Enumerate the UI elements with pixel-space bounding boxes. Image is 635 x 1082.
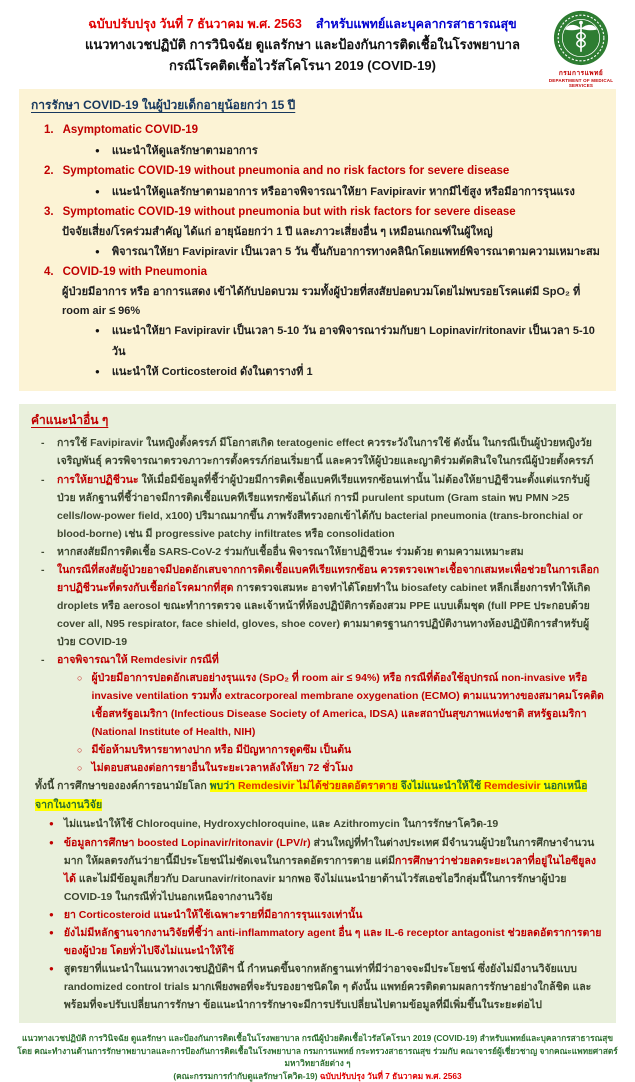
- advice-section: [19, 404, 616, 1023]
- dash-icon: -: [41, 654, 45, 666]
- logo-caption-english: DEPARTMENT OF MEDICAL SERVICES: [548, 78, 614, 88]
- condition-text: ไม่ตอบสนองต่อการยาอื่นในระยะเวลาหลังให้ยา 72 ชั่วโมง: [91, 762, 353, 775]
- dash-icon: -: [41, 563, 45, 576]
- footer-committee-text: (คณะกรรมการกำกับดูแลรักษาโควิด-19): [173, 1070, 320, 1081]
- condition-text: ผู้ป่วยมีอาการปอดอักเสบอย่างรุนแรง (SpO₂ ที่ room air ≤ 94%) หรือ กรณีที่ต้องใช้อุปกรณ์ non-invasive หรือ invasive ventilation รวมทั้ง extracorporeal membrane oxygenation (ECMO) ตามแนวทางของสมาคมโรคติดเชื้อสหรัฐอเมริกา (Infectious Disease Society of America, IDSA) และสถาบันสุขภาพแห่งชาติ สหรัฐอเมริกา (National Institute of Health, NIH): [91, 672, 604, 739]
- dash-text: หากสงสัยมีการติดเชื้อ SARS-CoV-2 ร่วมกับเชื้ออื่น พิจารณาให้ยาปฏิชีวนะ ร่วมด้วย ตามความเหมาะสม: [57, 545, 524, 558]
- highlight-segment: นอกเหนือจากในงานวิจัย: [35, 780, 588, 812]
- dash-4-rest: การตรวจเสมหะ อาจทำได้โดยทำใน biosafety cabinet หลีกเลี่ยงการทำให้เกิด droplets หรือ aerosol ขณะทำการตรวจ และเจ้าหน้าที่ห้องปฏิบัติการต้องสวม PPE แบบเต็มชุด (full PPE ประกอบด้วย cover all, N95 respirator, face shield, gloves, shoe cover) ตามมาตรฐานการปฏิบัติงานทางห้องปฏิบัติการสำหรับผู้ป่วย COVID-19: [57, 581, 591, 648]
- item-title: Symptomatic COVID-19 without pneumonia but with risk factors for severe disease: [62, 205, 516, 218]
- circle-bullet-icon: ○: [77, 763, 83, 774]
- treatment-item-3: [31, 202, 604, 223]
- highlight-segment: จึงไม่แนะนำให้ใช้: [400, 780, 485, 793]
- treatment-section-title: การรักษา COVID-19 ในผู้ป่วยเด็กอายุน้อยกว่า 15 ปี: [31, 97, 296, 112]
- bullet-2-rest: และไม่มีข้อมูลเกี่ยวกับ Darunavir/ritonavir มากพอ จึงไม่แนะนำยาต้านไวรัสเอชไอวีกลุ่มนี้ในการรักษาผู้ป่วย COVID-19 ในกรณีทั่วไปนอกเหนือจากงานวิจัย: [63, 872, 567, 903]
- highlight-segment: พบว่า: [209, 780, 238, 793]
- treatment-item-2: [31, 161, 604, 182]
- dash-icon: -: [41, 437, 45, 450]
- dash-4-lead: ในกรณีที่สงสัยผู้ป่วยอาจมีปอดอักเสบจากการติดเชื้อแบคทีเรียแทรกซ้อน ควรตรวจเพาะเชื้อจากเสมหะเพื่อช่วยในการเลือกยาปฏิชีวนะที่ตรงกับเชื้อก่อโรคมากที่สุด: [57, 563, 600, 594]
- document-header: [0, 10, 635, 88]
- footer-line-2: โดย คณะทำงานด้านการรักษาพยาบาลและการป้องกันการติดเชื้อในโรงพยาบาล กรมการแพทย์ กระทรวงสาธารณสุข ร่วมกับ คณาจารย์ผู้เชี่ยวชาญ จากคณะแพทยศาสตร์ มหาวิทยาลัยต่าง ๆ: [17, 1045, 618, 1069]
- spacer: [305, 17, 312, 31]
- advice-bullet-4: [31, 924, 604, 960]
- treatment-section: [19, 89, 616, 392]
- advice-bullet-5: [31, 960, 604, 1014]
- item-number: 3.: [44, 205, 54, 218]
- bullet-text: แนะนำให้ Corticosteroid ดังในตารางที่ 1: [111, 366, 313, 379]
- who-lead-text: ทั้งนี้ การศึกษาขององค์การอนามัยโลก: [35, 780, 210, 793]
- advice-dash-2: [31, 471, 604, 543]
- circle-bullet-icon: ○: [77, 673, 83, 684]
- bullet-icon: ●: [49, 928, 54, 938]
- bullet-text: ไม่แนะนำให้ใช้ Chloroquine, Hydroxychloroquine, และ Azithromycin ในการรักษาโควิด-19: [63, 818, 499, 831]
- bullet-icon: ●: [49, 837, 54, 847]
- ministry-logo: [539, 10, 623, 88]
- treatment-item-2-bullet: [31, 182, 604, 202]
- bullet-2-mid: ส่วนใหญ่ที่ทำในต่างประเทศ มีจำนวนผู้ป่วยในการศึกษาจำนวนมาก ให้ผลตรงกันว่ายานี้มีประโยชน์ไม่ชัดเจนในการลดอัตราการตาย แต่มี: [63, 836, 595, 867]
- bullet-icon: ●: [95, 145, 100, 155]
- bullet-text: แนะนำให้ดูแลรักษาตามอาการ: [111, 144, 258, 157]
- treatment-item-1: [31, 120, 604, 141]
- dash-icon: -: [41, 473, 45, 486]
- document-title-line1: แนวทางเวชปฏิบัติ การวินิจฉัย ดูแลรักษา และป้องกันการติดเชื้อในโรงพยาบาล: [85, 37, 520, 52]
- dash-2-lead: การให้ยาปฏิชีวนะ: [57, 473, 139, 486]
- condition-text: มีข้อห้ามบริหารยาทางปาก หรือ มีปัญหาการดูดซึม เป็นต้น: [91, 744, 352, 757]
- bullet-icon: ●: [95, 367, 100, 377]
- bullet-icon: ●: [95, 186, 100, 196]
- document-footer: [0, 1032, 635, 1082]
- advice-section-title: คำแนะนำอื่น ๆ: [31, 413, 109, 428]
- bullet-text: สูตรยาที่แนะนำในแนวทางเวชปฏิบัติฯ นี้ กำหนดขึ้นจากหลักฐานเท่าที่มีว่าอาจจะมีประโยชน์ ซึ่งยังไม่มีงานวิจัยแบบ randomized control trials มากเพียงพอที่จะรับรองยาชนิดใด ๆ ดังนั้น แพทย์ควรติดตามผลการรักษาอย่างใกล้ชิด และพร้อมที่จะปรับเปลี่ยนการรักษา ข้อแนะนำการรักษาจะมีการปรับเปลี่ยนไปตามข้อมูลที่มีเพิ่มขึ้นในระยะต่อไป: [63, 963, 592, 1012]
- document-title-line2: กรณีโรคติดเชื้อไวรัสโคโรนา 2019 (COVID-19): [169, 58, 436, 74]
- advice-bullet-1: [31, 815, 604, 833]
- bullet-icon: ●: [95, 326, 100, 336]
- footer-line-3: [14, 1070, 621, 1082]
- treatment-item-4-bullet-2: [31, 362, 604, 382]
- who-study-note: [31, 777, 604, 815]
- advice-bullet-3: [31, 906, 604, 924]
- advice-dash-4: [31, 561, 604, 651]
- bullet-text: แนะนำให้ยา Favipiravir เป็นเวลา 5-10 วัน อาจพิจารณาร่วมกับยา Lopinavir/ritonavir เป็นเวลา 5-10 วัน: [111, 325, 595, 358]
- bullet-text: ยา Corticosteroid แนะนำให้ใช้เฉพาะรายที่มีอาการรุนแรงเท่านั้น: [63, 908, 363, 921]
- bullet-2-lead: ข้อมูลการศึกษา boosted Lopinavir/ritonavir (LPV/r): [63, 836, 311, 849]
- item-number: 2.: [44, 164, 54, 177]
- treatment-item-3-bullet: [31, 242, 604, 262]
- remdesivir-condition-1: [31, 669, 604, 741]
- audience-text: สำหรับแพทย์และบุคลากรสาธารณสุข: [315, 17, 517, 31]
- item-number: 1.: [44, 123, 54, 136]
- circle-bullet-icon: ○: [77, 745, 83, 756]
- ministry-of-public-health-seal-icon: [553, 10, 609, 66]
- bullet-icon: ●: [49, 909, 54, 919]
- item-title: Symptomatic COVID-19 without pneumonia and no risk factors for severe disease: [62, 164, 510, 177]
- bullet-2-red: การศึกษาว่าช่วยลดระยะเวลาที่อยู่ในไอซียูลงได้: [63, 854, 596, 885]
- footer-line-1: แนวทางเวชปฏิบัติ การวินิจฉัย ดูแลรักษา และป้องกันการติดเชื้อในโรงพยาบาล กรณีผู้ป่วยติดเชื้อไวรัสโคโรนา 2019 (COVID-19) สำหรับแพทย์และบุคลากรสาธารณสุข: [21, 1033, 614, 1044]
- dash-icon: -: [41, 545, 45, 558]
- bullet-icon: ●: [95, 246, 100, 256]
- highlight-segment: Remdesivir ไม่ได้ช่วยลดอัตราตาย: [237, 780, 401, 793]
- revision-date-text: ฉบับปรับปรุง วันที่ 7 ธันวาคม พ.ศ. 2563: [88, 17, 302, 31]
- item-number: 4.: [44, 266, 54, 279]
- advice-bullet-2: [31, 834, 604, 906]
- dash-text: การใช้ Favipiravir ในหญิงตั้งครรภ์ มีโอกาสเกิด teratogenic effect ควรระวังในการใช้ ดังนั้น ในกรณีเป็นผู้ป่วยหญิงวัยเจริญพันธุ์ ควรพิจารณาตรวจภาวะการตั้งครรภ์ก่อนเริ่มยานี้ และควรให้ผู้ป่วยและญาติร่วมตัดสินใจในกรณีผู้ป่วยตั้งครรภ์: [57, 437, 594, 468]
- advice-dash-3: [31, 543, 604, 561]
- highlight-segment: Remdesivir: [484, 780, 544, 793]
- item-title: COVID-19 with Pneumonia: [62, 266, 208, 279]
- bullet-text: พิจารณาให้ยา Favipiravir เป็นเวลา 5 วัน ขึ้นกับอาการทางคลินิกโดยแพทย์พิจารณาตามความเหมาะสม: [111, 245, 600, 258]
- header-revision-line: [60, 14, 545, 34]
- treatment-item-4-bullet-1: [31, 321, 604, 362]
- treatment-item-1-bullet: [31, 141, 604, 161]
- advice-dash-1: [31, 434, 604, 470]
- bullet-icon: ●: [49, 964, 54, 974]
- treatment-item-4-note: ผู้ป่วยมีอาการ หรือ อาการแสดง เข้าได้กับปอดบวม รวมทั้งผู้ป่วยที่สงสัยปอดบวมโดยไม่พบรอยโรคแต่มี SpO₂ ที่ room air ≤ 96%: [62, 285, 581, 318]
- treatment-item-4: [31, 262, 604, 283]
- bullet-text: แนะนำให้ดูแลรักษาตามอาการ หรืออาจพิจารณาให้ยา Favipiravir หากมีไข้สูง หรือมีอาการรุนแรง: [111, 185, 575, 198]
- item-title: Asymptomatic COVID-19: [62, 123, 199, 136]
- dash-5-lead: อาจพิจารณาให้ Remdesivir กรณีที่: [57, 654, 219, 666]
- dash-text: [57, 561, 604, 651]
- footer-revision-text: ฉบับปรับปรุง วันที่ 7 ธันวาคม พ.ศ. 2563: [319, 1070, 462, 1081]
- bullet-icon: ●: [49, 819, 54, 829]
- dash-2-rest: ให้เมื่อมีข้อมูลที่ชี้ว่าผู้ป่วยมีการติดเชื้อแบคทีเรียแทรกซ้อนเท่านั้น ไม่ต้องให้ยาปฏิชีวนะตั้งแต่แรกรับผู้ป่วย หลักฐานที่ชี้ว่าอาจมีการติดเชื้อแบคทีเรียแทรกซ้อนได้แก่ การมี purulent sputum (Gram stain พบ PMN >25 cells/low-power field, x100) ปริมาณมากขึ้น ภาพรังสีทรวงอกเข้าได้กับ bacterial pneumonia (trans-bronchial or blood-borne) เช่น มี progressive patchy infiltrates หรือ consolidation: [57, 473, 590, 540]
- treatment-item-3-note: ปัจจัยเสี่ยง/โรคร่วมสำคัญ ได้แก่ อายุน้อยกว่า 1 ปี และภาวะเสี่ยงอื่น ๆ เหมือนเกณฑ์ในผู้ใหญ่: [62, 225, 493, 238]
- advice-dash-5: [31, 651, 604, 669]
- remdesivir-condition-3: [31, 759, 604, 777]
- bullet-text: ยังไม่มีหลักฐานจากงานวิจัยที่ชี้ว่า anti-inflammatory agent อื่น ๆ และ IL-6 receptor antagonist ช่วยลดอัตราการตายของผู้ป่วย โดยทั่วไปจึงไม่แนะนำให้ใช้: [63, 927, 602, 958]
- bullet-text: [64, 834, 604, 906]
- logo-caption-thai: กรมการแพทย์: [558, 70, 604, 77]
- dash-text: [57, 471, 604, 543]
- remdesivir-condition-2: [31, 741, 604, 759]
